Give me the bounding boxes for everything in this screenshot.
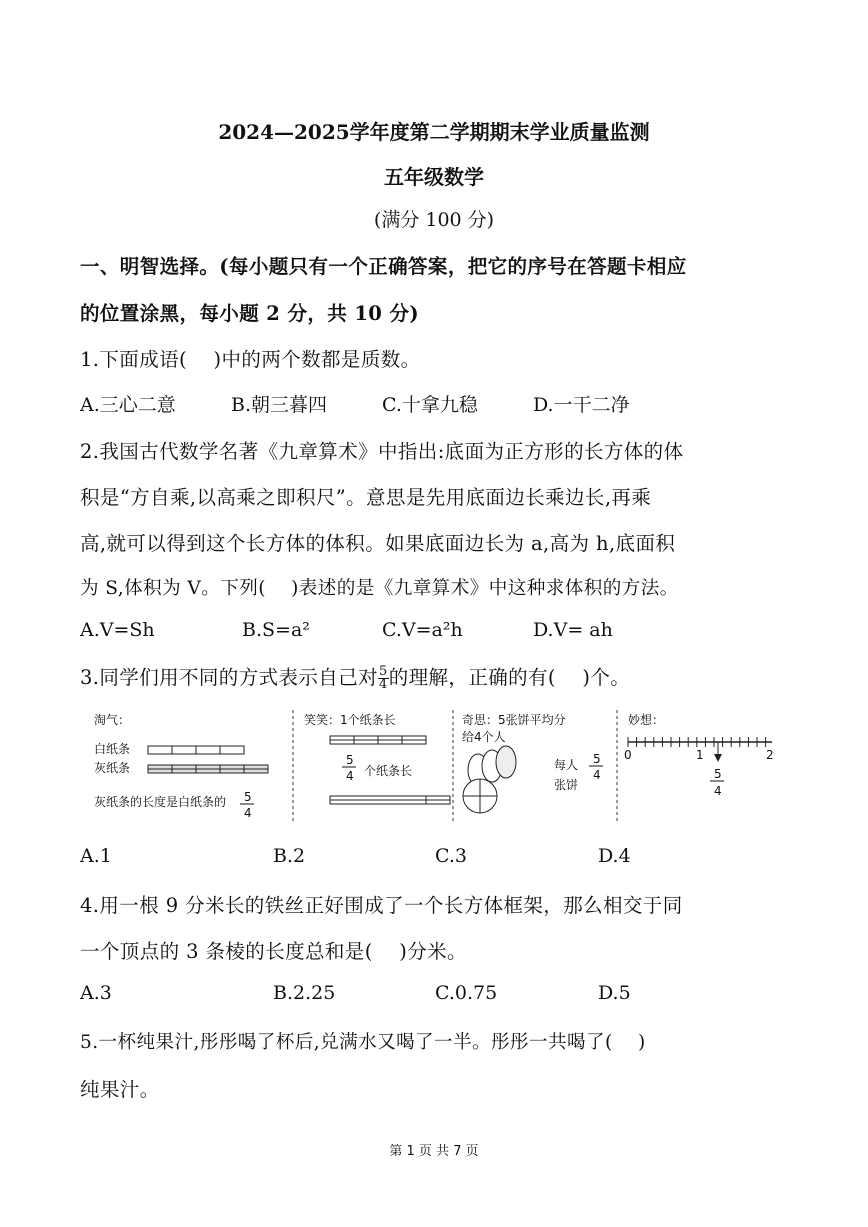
q5-line2: 纯果汁。 (80, 1078, 160, 1101)
q1-option-b: B.朝三暮四 (231, 394, 328, 416)
q4-option-b: B.2.25 (273, 982, 336, 1004)
subject-title: 五年级数学 (384, 165, 484, 189)
q1-option-a: A.三心二意 (80, 394, 176, 416)
q1-stem: 1.下面成语( )中的两个数都是质数。 (80, 348, 421, 371)
section-heading-line2: 的位置涂黑，每小题 2 分，共 10 分) (80, 302, 419, 325)
panel1-white-label: 白纸条 (94, 742, 131, 756)
panel1-caption: 灰纸条的长度是白纸条的 (94, 795, 227, 809)
q3-stem-after: 的理解，正确的有( )个。 (388, 666, 631, 689)
q4-line1: 4.用一根 9 分米长的铁丝正好围成了一个长方体框架，那么相交于同 (80, 894, 683, 917)
q1-option-c: C.十拿九稳 (382, 394, 478, 416)
q2-option-c: C.V=a²h (382, 619, 463, 641)
q4-option-d: D.5 (598, 982, 631, 1004)
exam-title: 2024—2025学年度第二学期期末学业质量监测 (218, 120, 650, 144)
number-line (628, 737, 772, 747)
q4-line2: 一个顶点的 3 条棱的长度总和是( )分米。 (80, 940, 467, 963)
q3-option-b: B.2 (273, 845, 306, 867)
panel3-label-line1: 每人 (554, 758, 579, 772)
q2-line3: 高,就可以得到这个长方体的体积。如果底面边长为 a,高为 h,底面积 (80, 532, 676, 555)
q3-option-d: D.4 (598, 845, 631, 867)
panel2-title: 笑笑：1个纸条长 (304, 713, 396, 727)
number-line-label-1: 1 (696, 748, 704, 762)
q3-stem (80, 662, 630, 691)
white-strip (148, 746, 244, 754)
q1-option-d: D.一干二净 (533, 394, 630, 416)
q2-option-a: A.V=Sh (80, 619, 155, 641)
panel2-unit-strip (330, 736, 426, 744)
down-arrow-icon (714, 742, 722, 762)
panel3-title-line2: 给4个人 (462, 730, 506, 744)
page-footer: 第 1 页 共 7 页 (389, 1144, 479, 1159)
panel1-frac-num: 5 (244, 790, 252, 804)
number-line-label-2: 2 (766, 748, 774, 762)
q4-option-c: C.0.75 (435, 982, 498, 1004)
panel3-frac-den: 4 (593, 768, 601, 782)
q2-option-b: B.S=a² (242, 619, 310, 641)
q3-fraction (378, 666, 389, 691)
panel3-frac-num: 5 (593, 752, 601, 766)
panel1-title: 淘气： (94, 713, 131, 727)
q3-option-a: A.1 (80, 845, 112, 867)
q5-line1: 5.一杯纯果汁,彤彤喝了杯后,兑满水又喝了一半。彤彤一共喝了( ) (80, 1032, 646, 1053)
panel1-gray-label: 灰纸条 (94, 761, 131, 775)
q3-stem-before: 3.同学们用不同的方式表示自己对 (80, 666, 379, 689)
panel2-frac-den: 4 (346, 769, 354, 783)
q3-figure (80, 708, 800, 826)
q2-line2: 积是“方自乘,以高乘之即积尺”。意思是先用底面边长乘边长,再乘 (80, 486, 652, 509)
panel1-frac-den: 4 (244, 806, 252, 820)
panel4-frac-num: 5 (714, 767, 722, 781)
q2-line4: 为 S,体积为 V。下列( )表述的是《九章算术》中这种求体积的方法。 (80, 578, 679, 599)
pancakes-icon (463, 746, 516, 813)
gray-strip (148, 765, 268, 773)
panel3-label-line2: 张饼 (554, 778, 579, 792)
panel4-title: 妙想： (628, 713, 665, 727)
panel4-frac-den: 4 (714, 784, 722, 798)
section-heading-line1: 一、明智选择。(每小题只有一个正确答案，把它的序号在答题卡相应 (80, 255, 687, 278)
panel2-frac-num: 5 (346, 753, 354, 767)
panel3-title-line1: 奇思：5张饼平均分 (462, 713, 566, 727)
q4-option-a: A.3 (80, 982, 112, 1004)
panel2-long-strip (330, 796, 450, 804)
number-line-label-0: 0 (624, 748, 632, 762)
full-score: (满分 100 分) (373, 209, 495, 231)
q3-frac-den: 4 (379, 677, 388, 692)
q2-option-d: D.V= ah (533, 619, 613, 641)
q3-frac-num: 5 (379, 664, 388, 679)
q3-option-c: C.3 (435, 845, 467, 867)
panel2-caption: 个纸条长 (364, 764, 413, 778)
q2-line1: 2.我国古代数学名著《九章算术》中指出:底面为正方形的长方体的体 (80, 440, 684, 463)
